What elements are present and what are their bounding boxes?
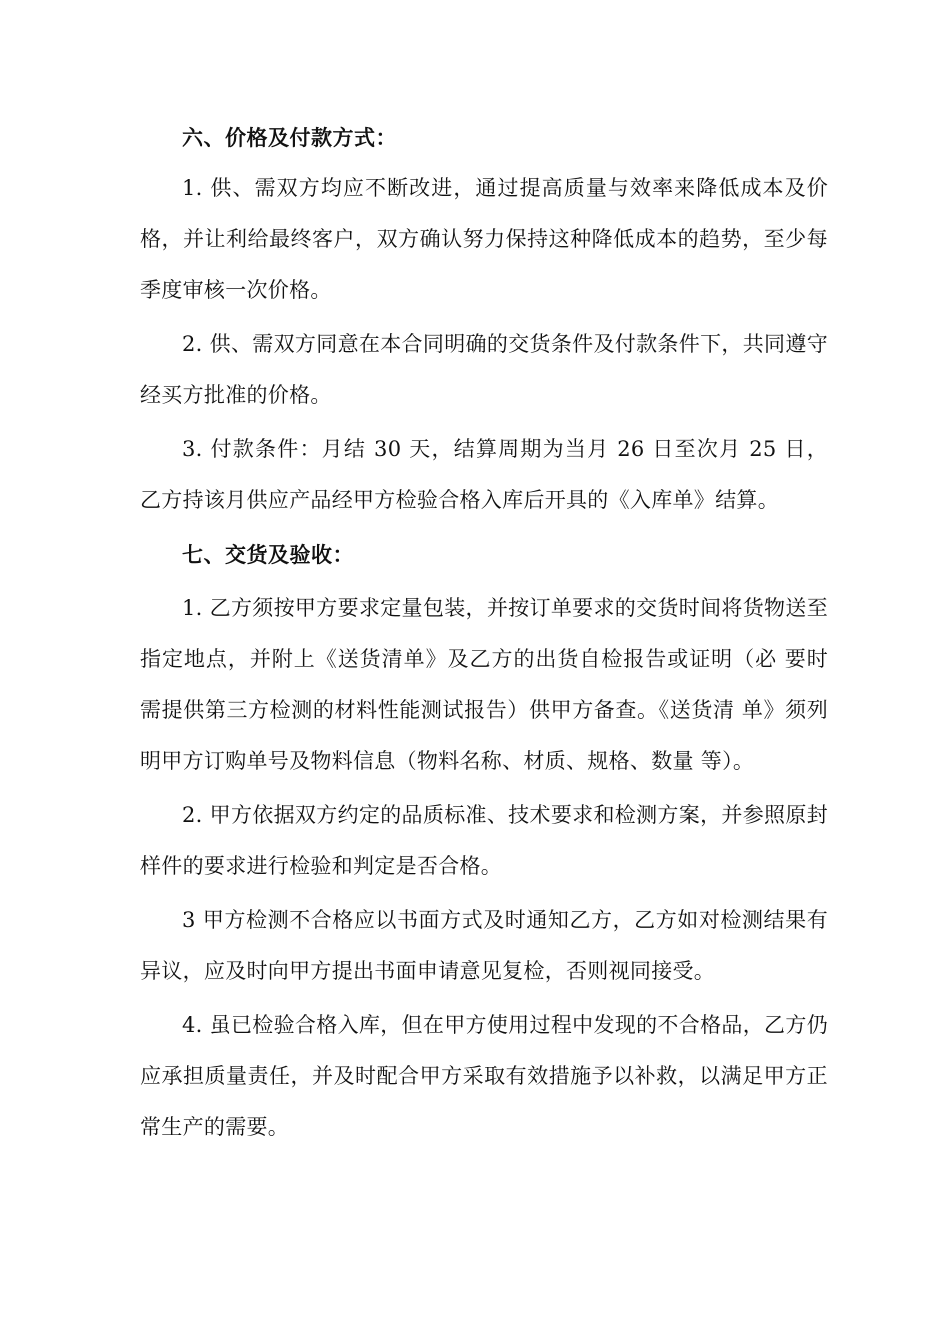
price-clause-2: 2. 供、需双方同意在本合同明确的交货条件及付款条件下，共同遵守经买方批准的价格。: [140, 332, 828, 407]
delivery-clause-1: 1. 乙方须按甲方要求定量包装，并按订单要求的交货时间将货物送至指定地点，并附上《送货清单》及乙方的出货自检报告或证明（必 要时需提供第三方检测的材料性能测试报告）供甲方备查。《送货清 单》须列明甲方订购单号及物料信息（物料名称、材质、规格、数量 等）。: [140, 596, 828, 773]
delivery-clause-4: 4. 虽已检验合格入库，但在甲方使用过程中发现的不合格品，乙方仍应承担质量责任，并及时配合甲方采取有效措施予以补救，以满足甲方正常生产的需要。: [140, 1013, 828, 1139]
delivery-clause-3: 3 甲方检测不合格应以书面方式及时通知乙方，乙方如对检测结果有异议，应及时向甲方提出书面申请意见复检，否则视同接受。: [140, 908, 828, 983]
price-clause-3: 3. 付款条件：月结 30 天，结算周期为当月 26 日至次月 25 日， 乙方持该月供应产品经甲方检验合格入库后开具的《入库单》结算。: [140, 437, 828, 512]
section-heading-price-payment: 六、价格及付款方式：: [182, 125, 397, 150]
document-body: [140, 112, 828, 1153]
section-heading-delivery-acceptance: 七、交货及验收：: [182, 542, 354, 567]
delivery-clause-2: 2. 甲方依据双方约定的品质标准、技术要求和检测方案，并参照原封样件的要求进行检验和判定是否合格。: [140, 803, 828, 878]
price-clause-1: 1. 供、需双方均应不断改进，通过提高质量与效率来降低成本及价格，并让利给最终客户，双方确认努力保持这种降低成本的趋势，至少每季度审核一次价格。: [140, 176, 828, 302]
